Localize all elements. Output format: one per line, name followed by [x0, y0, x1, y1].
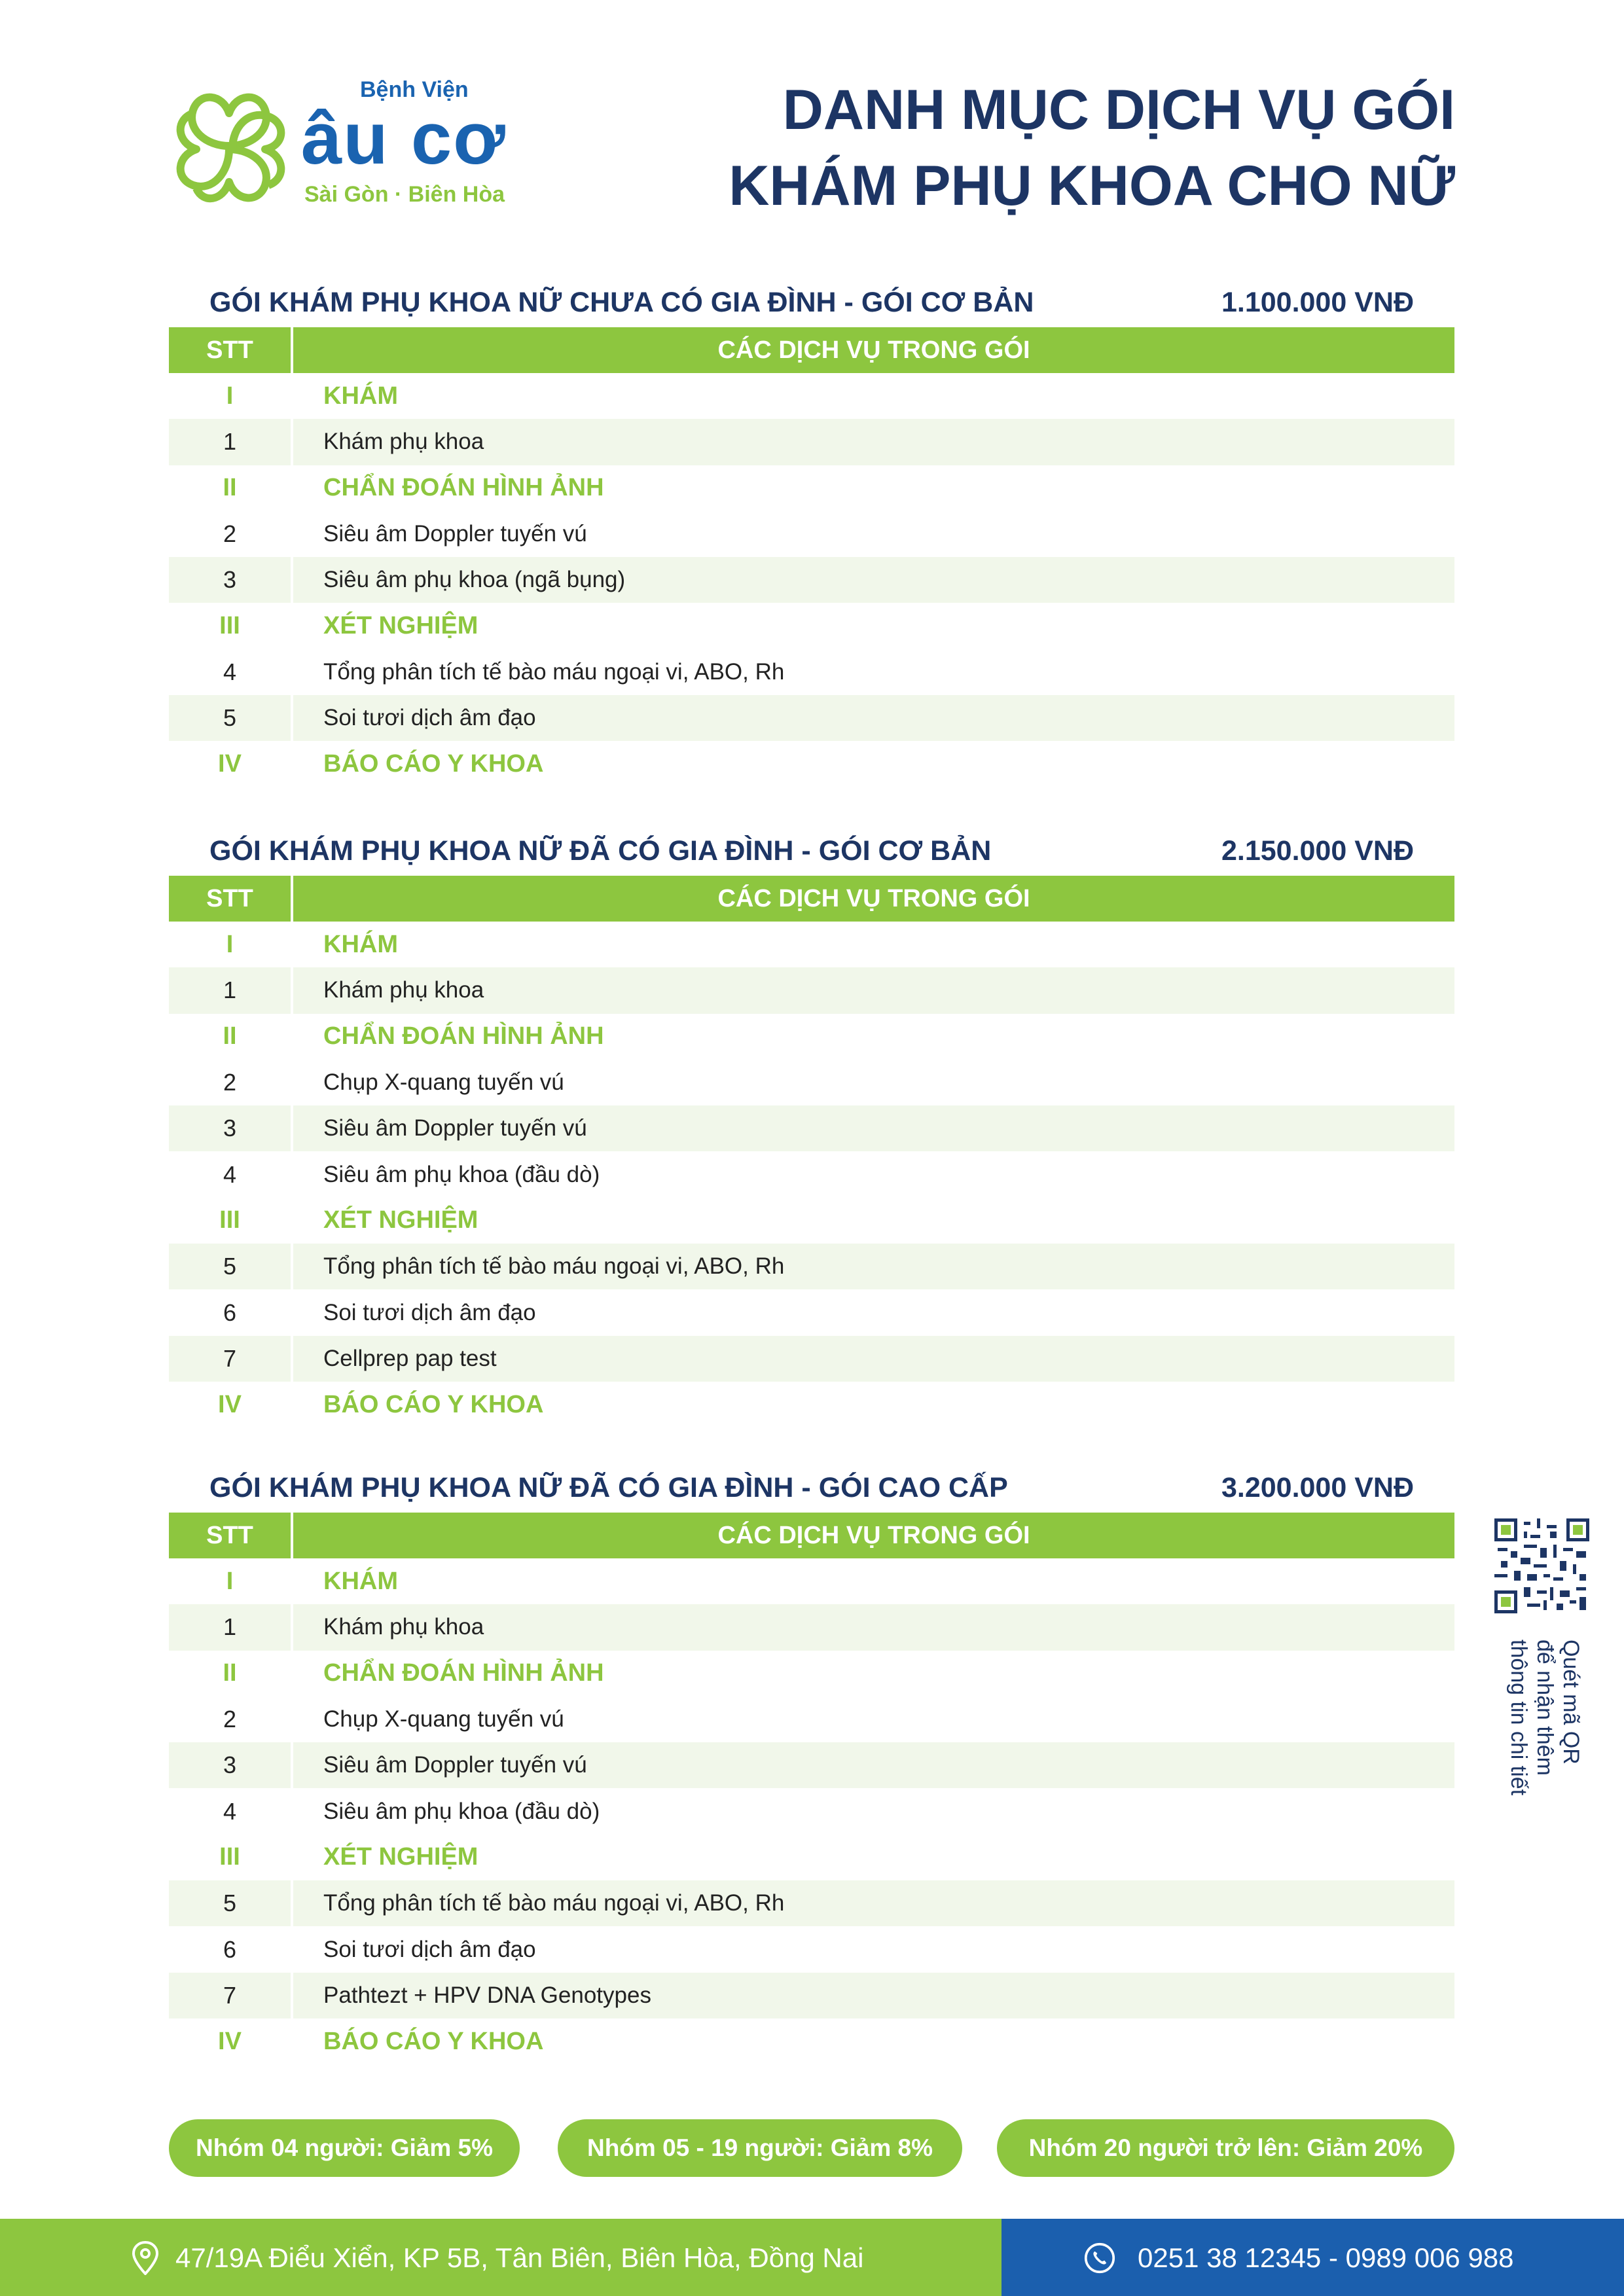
service-name: Tổng phân tích tế bào máu ngoại vi, ABO, Rh	[293, 1880, 1454, 1926]
row-stt: 4	[169, 1788, 293, 1834]
discount-badge-group-4: Nhóm 04 người: Giảm 5%	[169, 2119, 520, 2177]
footer-address-bar	[0, 2219, 1001, 2296]
table-row	[169, 1151, 1454, 1197]
table-row	[169, 649, 1454, 695]
service-name: Siêu âm Doppler tuyến vú	[323, 521, 587, 547]
row-stt: 5	[169, 1244, 293, 1289]
qr-code-icon[interactable]	[1494, 1518, 1589, 1613]
column-header-stt: STT	[169, 327, 293, 373]
service-name: Pathtezt + HPV DNA Genotypes	[293, 1973, 1454, 2018]
section-title: CHẨN ĐOÁN HÌNH ẢNH	[323, 1022, 604, 1050]
section-title: CHẨN ĐOÁN HÌNH ẢNH	[323, 1659, 604, 1687]
section-row	[169, 2018, 1454, 2064]
phone-icon	[1084, 2241, 1115, 2275]
service-name: Siêu âm Doppler tuyến vú	[293, 1105, 1454, 1151]
column-header-services: CÁC DỊCH VỤ TRONG GÓI	[293, 876, 1454, 922]
row-stt: IV	[169, 2018, 293, 2064]
section-row	[169, 465, 1454, 511]
section-title: XÉT NGHIỆM	[323, 612, 478, 640]
table-header-row	[169, 876, 1454, 922]
footer-phone: 0251 38 12345 - 0989 006 988	[1138, 2242, 1514, 2273]
row-stt: III	[169, 1198, 293, 1244]
section-row	[169, 603, 1454, 649]
column-header-services: CÁC DỊCH VỤ TRONG GÓI	[293, 327, 1454, 373]
row-stt: I	[169, 373, 293, 419]
service-name: Siêu âm Doppler tuyến vú	[293, 1742, 1454, 1788]
row-stt: II	[169, 1014, 293, 1060]
table-row	[169, 557, 1454, 603]
clover-logo-icon	[167, 84, 291, 215]
service-name: Soi tươi dịch âm đạo	[323, 1299, 536, 1325]
package-basic-unmarried	[169, 281, 1454, 787]
page-title-line-2: KHÁM PHỤ KHOA CHO NỮ	[729, 154, 1455, 217]
column-header-services: CÁC DỊCH VỤ TRONG GÓI	[293, 1513, 1454, 1558]
package-premium-married	[169, 1467, 1454, 2064]
section-row	[169, 1835, 1454, 1880]
package-price: 1.100.000 VNĐ	[1221, 287, 1414, 318]
row-stt: 2	[169, 1060, 293, 1105]
row-stt: 3	[169, 557, 293, 603]
row-stt: 1	[169, 967, 293, 1013]
row-stt: III	[169, 603, 293, 649]
table-body	[169, 373, 1454, 787]
section-title: BÁO CÁO Y KHOA	[323, 2027, 544, 2055]
package-name: GÓI KHÁM PHỤ KHOA NỮ ĐÃ CÓ GIA ĐÌNH - GÓI CAO CẤP	[209, 1472, 1008, 1503]
table-row	[169, 1973, 1454, 2018]
table-row	[169, 1060, 1454, 1105]
page-title-line-1: DANH MỤC DỊCH VỤ GÓI	[782, 79, 1455, 141]
discount-badge-group-5-19: Nhóm 05 - 19 người: Giảm 8%	[558, 2119, 962, 2177]
table-row	[169, 1926, 1454, 1972]
footer-phone-bar	[1001, 2219, 1624, 2296]
section-row	[169, 741, 1454, 787]
row-stt: 6	[169, 1926, 293, 1972]
row-stt: 5	[169, 695, 293, 741]
package-basic-married	[169, 830, 1454, 1427]
row-stt: 3	[169, 1742, 293, 1788]
table-row	[169, 1604, 1454, 1650]
section-title: CHẨN ĐOÁN HÌNH ẢNH	[323, 474, 604, 502]
qr-text-line-1: Quét mã QR	[1559, 1640, 1583, 1765]
qr-instruction-text	[1506, 1640, 1584, 1849]
row-stt: II	[169, 1651, 293, 1696]
service-name: Soi tươi dịch âm đạo	[323, 1936, 536, 1962]
column-header-stt: STT	[169, 876, 293, 922]
logo-brand-name: âu cơ	[301, 98, 507, 179]
package-header	[169, 1467, 1454, 1513]
package-name: GÓI KHÁM PHỤ KHOA NỮ CHƯA CÓ GIA ĐÌNH - GÓI CƠ BẢN	[209, 287, 1034, 318]
row-stt: 4	[169, 1151, 293, 1197]
package-header	[169, 830, 1454, 876]
service-name: Siêu âm phụ khoa (ngã bụng)	[293, 557, 1454, 603]
column-header-stt: STT	[169, 1513, 293, 1558]
location-pin-icon	[130, 2241, 161, 2275]
package-name: GÓI KHÁM PHỤ KHOA NỮ ĐÃ CÓ GIA ĐÌNH - GÓI CƠ BẢN	[209, 835, 992, 867]
table-row	[169, 1788, 1454, 1834]
package-header	[169, 281, 1454, 327]
table-row	[169, 419, 1454, 465]
package-price: 2.150.000 VNĐ	[1221, 835, 1414, 867]
service-name: Tổng phân tích tế bào máu ngoại vi, ABO, Rh	[323, 658, 785, 685]
hospital-logo	[167, 77, 533, 221]
service-name: Khám phụ khoa	[293, 967, 1454, 1013]
section-title: BÁO CÁO Y KHOA	[323, 1390, 544, 1418]
row-stt: 7	[169, 1973, 293, 2018]
row-stt: IV	[169, 1382, 293, 1427]
section-row	[169, 1198, 1454, 1244]
service-name: Chụp X-quang tuyến vú	[323, 1706, 564, 1732]
service-name: Tổng phân tích tế bào máu ngoại vi, ABO, Rh	[293, 1244, 1454, 1289]
group-discounts	[169, 2119, 1454, 2177]
logo-locations: Sài Gòn · Biên Hòa	[304, 182, 505, 207]
row-stt: 2	[169, 1696, 293, 1742]
service-name: Khám phụ khoa	[293, 1604, 1454, 1650]
row-stt: 7	[169, 1336, 293, 1382]
table-body	[169, 1558, 1454, 2064]
footer-address: 47/19A Điểu Xiển, KP 5B, Tân Biên, Biên Hòa, Đồng Nai	[175, 2242, 864, 2273]
table-header-row	[169, 1513, 1454, 1558]
section-title: KHÁM	[323, 930, 398, 958]
row-stt: 3	[169, 1105, 293, 1151]
package-services-table	[169, 1513, 1454, 2064]
package-services-table	[169, 327, 1454, 787]
service-name: Chụp X-quang tuyến vú	[323, 1069, 564, 1096]
service-name: Soi tươi dịch âm đạo	[293, 695, 1454, 741]
logo-hospital-label: Bệnh Viện	[360, 77, 469, 102]
row-stt: 5	[169, 1880, 293, 1926]
qr-text-line-3: thông tin chi tiết	[1506, 1640, 1531, 1796]
section-row	[169, 1558, 1454, 1604]
row-stt: 1	[169, 1604, 293, 1650]
section-title: BÁO CÁO Y KHOA	[323, 750, 544, 778]
section-row	[169, 373, 1454, 419]
service-name: Cellprep pap test	[293, 1336, 1454, 1382]
discount-badge-group-20-plus: Nhóm 20 người trở lên: Giảm 20%	[997, 2119, 1454, 2177]
table-header-row	[169, 327, 1454, 373]
section-row	[169, 1014, 1454, 1060]
service-name: Siêu âm phụ khoa (đầu dò)	[323, 1161, 600, 1187]
service-name: Khám phụ khoa	[293, 419, 1454, 465]
section-row	[169, 1651, 1454, 1696]
section-row	[169, 922, 1454, 967]
section-title: XÉT NGHIỆM	[323, 1843, 478, 1871]
page-title	[604, 72, 1455, 224]
table-row	[169, 967, 1454, 1013]
row-stt: I	[169, 922, 293, 967]
table-row	[169, 1289, 1454, 1335]
contact-footer	[0, 2219, 1624, 2296]
row-stt: III	[169, 1835, 293, 1880]
row-stt: II	[169, 465, 293, 511]
table-row	[169, 511, 1454, 557]
row-stt: 4	[169, 649, 293, 695]
service-name: Siêu âm phụ khoa (đầu dò)	[323, 1798, 600, 1824]
section-row	[169, 1382, 1454, 1427]
qr-text-line-2: để nhận thêm	[1532, 1640, 1557, 1776]
table-row	[169, 1880, 1454, 1926]
section-title: XÉT NGHIỆM	[323, 1206, 478, 1234]
table-row	[169, 1696, 1454, 1742]
row-stt: 2	[169, 511, 293, 557]
table-row	[169, 1244, 1454, 1289]
table-body	[169, 922, 1454, 1427]
table-row	[169, 1742, 1454, 1788]
table-row	[169, 695, 1454, 741]
package-services-table	[169, 876, 1454, 1427]
table-row	[169, 1105, 1454, 1151]
section-title: KHÁM	[323, 1567, 398, 1595]
table-row	[169, 1336, 1454, 1382]
row-stt: 1	[169, 419, 293, 465]
row-stt: IV	[169, 741, 293, 787]
row-stt: 6	[169, 1289, 293, 1335]
section-title: KHÁM	[323, 382, 398, 410]
row-stt: I	[169, 1558, 293, 1604]
package-price: 3.200.000 VNĐ	[1221, 1472, 1414, 1503]
